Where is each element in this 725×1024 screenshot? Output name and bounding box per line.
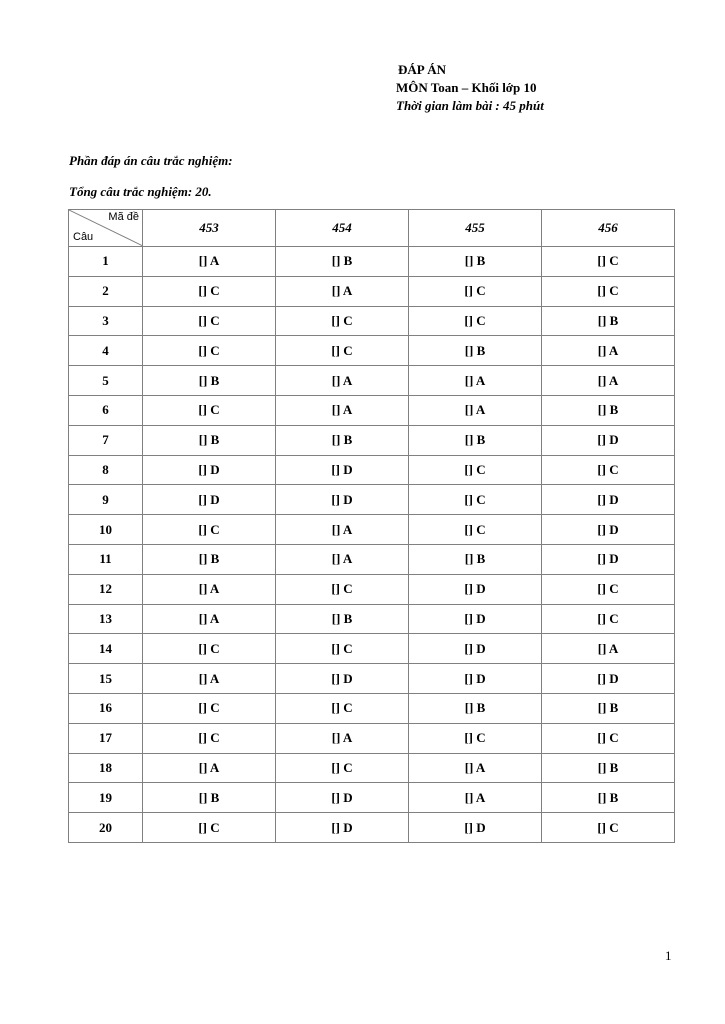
question-number: 6 — [69, 395, 143, 425]
table-row — [69, 306, 675, 336]
answer-cell: [] B — [409, 336, 542, 366]
answer-cell: [] C — [542, 723, 675, 753]
table-row — [69, 485, 675, 515]
answer-cell: [] C — [143, 723, 276, 753]
answer-cell: [] B — [542, 395, 675, 425]
answer-cell: [] D — [276, 455, 409, 485]
answer-cell: [] A — [276, 723, 409, 753]
question-number: 1 — [69, 247, 143, 277]
answer-cell: [] C — [409, 515, 542, 545]
answer-cell: [] D — [276, 783, 409, 813]
answer-cell: [] D — [542, 515, 675, 545]
answer-cell: [] A — [409, 783, 542, 813]
answer-cell: [] C — [276, 693, 409, 723]
table-row — [69, 276, 675, 306]
answer-cell: [] D — [542, 485, 675, 515]
answer-cell: [] C — [542, 604, 675, 634]
question-number: 19 — [69, 783, 143, 813]
answer-cell: [] B — [276, 247, 409, 277]
table-row — [69, 247, 675, 277]
answer-cell: [] C — [143, 336, 276, 366]
document-header — [396, 61, 544, 115]
answer-cell: [] C — [276, 634, 409, 664]
subject-line: MÔN Toan – Khối lớp 10 — [396, 80, 537, 95]
answer-cell: [] D — [409, 574, 542, 604]
question-number: 14 — [69, 634, 143, 664]
code-header: 455 — [409, 210, 542, 247]
answer-cell: [] D — [143, 455, 276, 485]
answer-cell: [] C — [409, 723, 542, 753]
answer-cell: [] A — [409, 366, 542, 396]
answer-cell: [] D — [542, 425, 675, 455]
question-number: 15 — [69, 664, 143, 694]
answer-cell: [] C — [143, 306, 276, 336]
answer-cell: [] B — [276, 425, 409, 455]
answer-cell: [] C — [409, 276, 542, 306]
answer-cell: [] A — [143, 664, 276, 694]
time-line: Thời gian làm bài : 45 phút — [396, 98, 544, 113]
answer-cell: [] C — [143, 813, 276, 843]
answer-cell: [] D — [276, 664, 409, 694]
answer-cell: [] C — [409, 306, 542, 336]
question-number: 12 — [69, 574, 143, 604]
answer-cell: [] D — [276, 485, 409, 515]
section-title: Phần đáp án câu trắc nghiệm: — [69, 153, 233, 168]
answer-cell: [] C — [542, 574, 675, 604]
question-number: 11 — [69, 544, 143, 574]
answer-cell: [] A — [276, 515, 409, 545]
answer-cell: [] B — [542, 753, 675, 783]
question-number: 10 — [69, 515, 143, 545]
answer-cell: [] D — [409, 604, 542, 634]
table-row — [69, 574, 675, 604]
question-number: 9 — [69, 485, 143, 515]
answer-cell: [] B — [143, 425, 276, 455]
table-row — [69, 813, 675, 843]
answer-cell: [] C — [276, 753, 409, 783]
question-number: 16 — [69, 693, 143, 723]
answer-cell: [] B — [143, 366, 276, 396]
answer-cell: [] A — [276, 366, 409, 396]
table-header-row — [69, 210, 675, 247]
table-row — [69, 515, 675, 545]
total-questions: Tổng câu trắc nghiệm: 20. — [69, 184, 212, 199]
answer-cell: [] A — [143, 247, 276, 277]
answer-cell: [] D — [143, 485, 276, 515]
question-number: 20 — [69, 813, 143, 843]
answer-cell: [] A — [542, 366, 675, 396]
answer-cell: [] C — [143, 276, 276, 306]
answer-cell: [] C — [542, 247, 675, 277]
answer-cell: [] C — [276, 574, 409, 604]
page-number: 1 — [665, 948, 672, 963]
table-row — [69, 366, 675, 396]
answer-table-body — [69, 247, 675, 843]
question-number: 18 — [69, 753, 143, 783]
answer-cell: [] A — [542, 634, 675, 664]
answer-cell: [] A — [409, 395, 542, 425]
corner-label-code: Mã đề — [108, 211, 139, 223]
table-row — [69, 425, 675, 455]
answer-cell: [] B — [143, 783, 276, 813]
answer-cell: [] D — [542, 544, 675, 574]
answer-cell: [] A — [143, 753, 276, 783]
table-row — [69, 336, 675, 366]
answer-cell: [] D — [409, 813, 542, 843]
table-row — [69, 634, 675, 664]
table-corner-cell — [69, 210, 143, 247]
answer-cell: [] C — [542, 276, 675, 306]
answer-cell: [] B — [276, 604, 409, 634]
table-row — [69, 544, 675, 574]
answer-table — [68, 209, 675, 843]
question-number: 2 — [69, 276, 143, 306]
answer-cell: [] C — [276, 306, 409, 336]
answer-cell: [] A — [409, 753, 542, 783]
question-number: 13 — [69, 604, 143, 634]
answer-cell: [] A — [276, 395, 409, 425]
code-header: 453 — [143, 210, 276, 247]
answer-cell: [] D — [276, 813, 409, 843]
answer-cell: [] C — [143, 634, 276, 664]
question-number: 4 — [69, 336, 143, 366]
answer-cell: [] A — [542, 336, 675, 366]
code-header: 456 — [542, 210, 675, 247]
answer-cell: [] D — [542, 664, 675, 694]
table-row — [69, 783, 675, 813]
table-row — [69, 693, 675, 723]
table-row — [69, 604, 675, 634]
answer-cell: [] B — [542, 783, 675, 813]
corner-label-question: Câu — [73, 231, 94, 243]
answer-cell: [] A — [276, 544, 409, 574]
question-number: 7 — [69, 425, 143, 455]
answer-cell: [] C — [143, 693, 276, 723]
question-number: 5 — [69, 366, 143, 396]
answer-cell: [] C — [542, 455, 675, 485]
answer-cell: [] D — [409, 634, 542, 664]
question-number: 3 — [69, 306, 143, 336]
answer-cell: [] C — [409, 485, 542, 515]
answer-cell: [] D — [409, 664, 542, 694]
document-title: ĐÁP ÁN — [398, 62, 447, 77]
table-row — [69, 395, 675, 425]
answer-cell: [] C — [276, 336, 409, 366]
question-number: 8 — [69, 455, 143, 485]
answer-cell: [] B — [409, 247, 542, 277]
question-number: 17 — [69, 723, 143, 753]
answer-cell: [] C — [542, 813, 675, 843]
answer-cell: [] B — [542, 306, 675, 336]
answer-cell: [] C — [143, 515, 276, 545]
table-row — [69, 455, 675, 485]
table-row — [69, 723, 675, 753]
answer-cell: [] A — [143, 604, 276, 634]
answer-cell: [] B — [409, 425, 542, 455]
answer-cell: [] B — [143, 544, 276, 574]
code-header: 454 — [276, 210, 409, 247]
answer-cell: [] C — [409, 455, 542, 485]
answer-cell: [] C — [143, 395, 276, 425]
table-row — [69, 664, 675, 694]
answer-cell: [] B — [409, 693, 542, 723]
table-row — [69, 753, 675, 783]
answer-cell: [] A — [143, 574, 276, 604]
answer-cell: [] B — [542, 693, 675, 723]
answer-cell: [] B — [409, 544, 542, 574]
answer-cell: [] A — [276, 276, 409, 306]
